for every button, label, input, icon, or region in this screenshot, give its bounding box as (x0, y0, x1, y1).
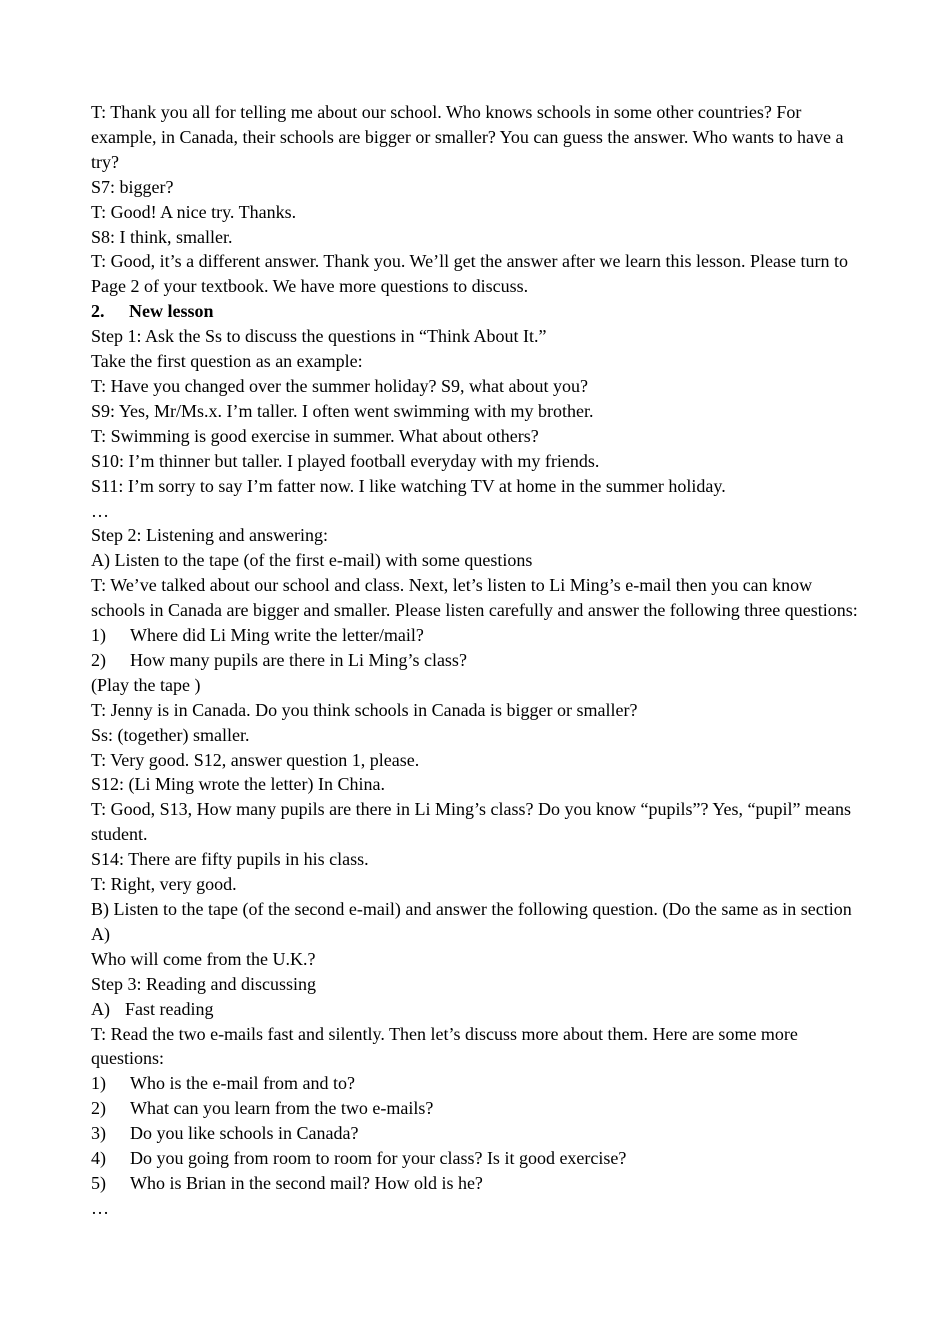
step2-subsection-a: A) Listen to the tape (of the first e-mail) with some questions (91, 550, 533, 571)
list-item (91, 1121, 861, 1146)
step2-dialogue-line: S12: (Li Ming wrote the letter) In China. (91, 774, 385, 795)
list-item (91, 1096, 861, 1121)
intro-line-s8: S8: I think, smaller. (91, 226, 233, 247)
list-item (91, 1146, 861, 1171)
step2-heading: Step 2: Listening and answering: (91, 525, 328, 546)
document-page (91, 100, 861, 1221)
step3-teacher-intro: T: Read the two e-mails fast and silently. Then let’s discuss more about them. Here are some more questions: (91, 1023, 798, 1069)
list-item-text: Who is the e-mail from and to? (130, 1073, 355, 1094)
step2-dialogue-line: T: Right, very good. (91, 874, 237, 895)
step1-line: T: Swimming is good exercise in summer. What about others? (91, 425, 539, 446)
step1-line: S10: I’m thinner but taller. I played football everyday with my friends. (91, 450, 600, 471)
list-item-number: 4) (91, 1148, 106, 1169)
section-title: New lesson (129, 301, 214, 322)
list-item-text: Do you going from room to room for your class? Is it good exercise? (130, 1148, 627, 1169)
step1-ellipsis: … (91, 500, 109, 521)
step2-teacher-intro: T: We’ve talked about our school and class. Next, let’s listen to Li Ming’s e-mail then you can know schools in Canada are bigger and smaller. Please listen carefully and answer the following three questions: (91, 575, 858, 621)
step3-subsection-a (91, 997, 861, 1022)
list-item-number: 5) (91, 1172, 106, 1193)
intro-line-s7: S7: bigger? (91, 176, 174, 197)
list-item-number: 2) (91, 649, 106, 670)
step2-dialogue-line: T: Good, S13, How many pupils are there in Li Ming’s class? Do you know “pupils”? Yes, “pupil” means student. (91, 799, 851, 845)
step1-heading: Step 1: Ask the Ss to discuss the questions in “Think About It.” (91, 326, 547, 347)
section-number: 2. (91, 301, 105, 322)
step2-subsection-b: B) Listen to the tape (of the second e-mail) and answer the following question. (Do the same as in section A) (91, 899, 852, 944)
intro-paragraph-teacher-question: T: Thank you all for telling me about our school. Who knows schools in some other countries? For example, in Canada, their schools are bigger or smaller? You can guess the answer. Who wants to have a try? (91, 102, 844, 172)
step2-dialogue-line: T: Very good. S12, answer question 1, please. (91, 749, 420, 770)
step1-line: S9: Yes, Mr/Ms.x. I’m taller. I often went swimming with my brother. (91, 400, 594, 421)
list-item (91, 648, 861, 673)
list-item-number: 1) (91, 1073, 106, 1094)
list-item-number: 1) (91, 625, 106, 646)
step1-line: S11: I’m sorry to say I’m fatter now. I like watching TV at home in the summer holiday. (91, 475, 726, 496)
subsection-title: Fast reading (125, 998, 214, 1019)
step1-line: Take the first question as an example: (91, 351, 363, 372)
list-item-text: Who is Brian in the second mail? How old is he? (130, 1172, 483, 1193)
subsection-letter: A) (91, 998, 110, 1019)
step2-dialogue-line: (Play the tape ) (91, 674, 201, 695)
list-item-text: Where did Li Ming write the letter/mail? (130, 625, 424, 646)
step2-dialogue-line: T: Jenny is in Canada. Do you think schools in Canada is bigger or smaller? (91, 699, 638, 720)
list-item-number: 2) (91, 1098, 106, 1119)
list-item (91, 623, 861, 648)
step1-line: T: Have you changed over the summer holiday? S9, what about you? (91, 375, 588, 396)
intro-line-teacher: T: Good! A nice try. Thanks. (91, 201, 297, 222)
list-item-text: What can you learn from the two e-mails? (130, 1098, 434, 1119)
step2-dialogue-line: Ss: (together) smaller. (91, 724, 250, 745)
step2-dialogue-line: Who will come from the U.K.? (91, 948, 316, 969)
intro-paragraph-teacher-turn-page: T: Good, it’s a different answer. Thank you. We’ll get the answer after we learn this lesson. Please turn to Page 2 of your textbook. We have more questions to discuss. (91, 251, 848, 297)
list-item-text: Do you like schools in Canada? (130, 1123, 359, 1144)
list-item (91, 1171, 861, 1196)
list-item-number: 3) (91, 1123, 106, 1144)
step3-heading: Step 3: Reading and discussing (91, 973, 316, 994)
closing-ellipsis: … (91, 1197, 109, 1218)
list-item-text: How many pupils are there in Li Ming’s class? (130, 649, 467, 670)
step2-dialogue-line: S14: There are fifty pupils in his class. (91, 849, 369, 870)
section-heading-new-lesson (91, 299, 861, 324)
list-item (91, 1071, 861, 1096)
